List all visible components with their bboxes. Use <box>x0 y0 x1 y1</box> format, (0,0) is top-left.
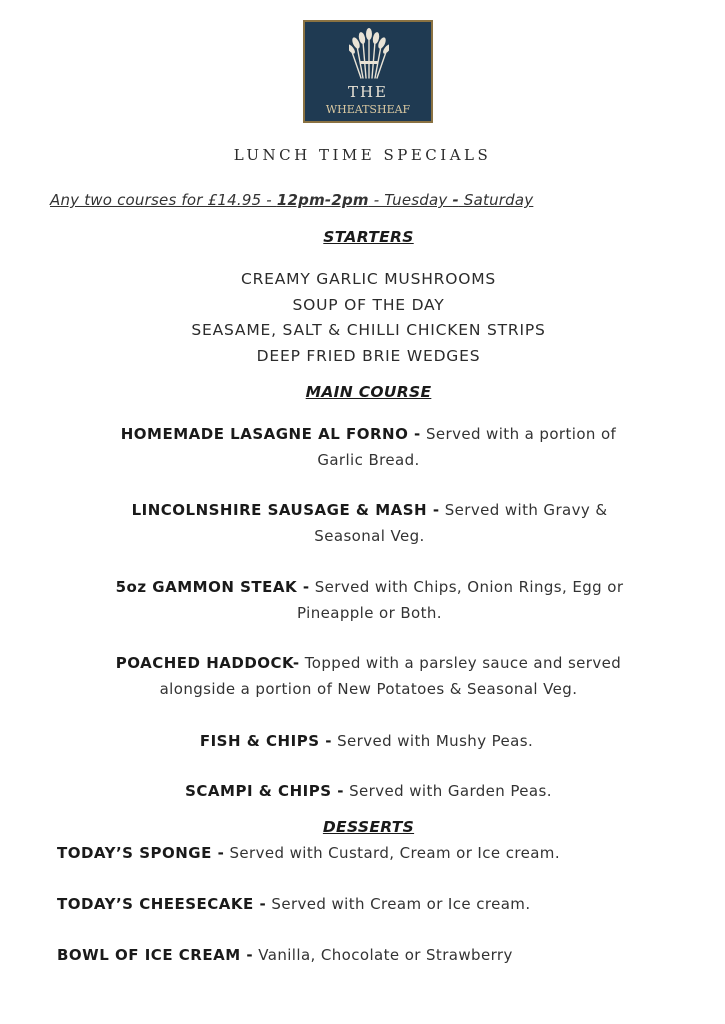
main-item-name: FISH & CHIPS - <box>199 732 332 750</box>
main-item-desc: Topped with a parsley sauce and served <box>299 654 622 672</box>
starters-title: STARTERS <box>323 228 414 246</box>
page-title: LUNCH TIME SPECIALS <box>233 146 492 164</box>
dessert-item <box>57 895 530 913</box>
main-item-scampi-chips <box>6 778 725 804</box>
offer-hours: 12pm-2pm <box>276 191 369 209</box>
main-item-sausage-mash <box>7 497 725 549</box>
dessert-item <box>57 844 560 862</box>
main-item-desc-cont: Pineapple or Both. <box>297 604 442 622</box>
starter-item: SEASAME, SALT & CHILLI CHICKEN STRIPS <box>191 321 546 339</box>
dessert-item <box>57 946 513 964</box>
logo-the: THE <box>347 83 389 101</box>
offer-days-dash: - <box>452 191 459 209</box>
desserts-title: DESSERTS <box>322 818 415 836</box>
main-item-desc-cont: Seasonal Veg. <box>314 527 425 545</box>
starter-item: SOUP OF THE DAY <box>292 296 445 314</box>
main-item-name: 5oz GAMMON STEAK - <box>115 578 310 596</box>
dessert-name: TODAY’S SPONGE - <box>57 844 225 862</box>
dessert-desc: Served with Custard, Cream or Ice cream. <box>224 844 560 862</box>
offer-days-end: Saturday <box>458 191 534 209</box>
offer-days-start: - Tuesday <box>368 191 453 209</box>
main-item-desc: Served with Chips, Onion Rings, Egg or <box>309 578 624 596</box>
starter-item: DEEP FRIED BRIE WEDGES <box>256 347 481 365</box>
main-item-desc-cont: Garlic Bread. <box>317 451 420 469</box>
main-item-desc: Served with a portion of <box>420 425 617 443</box>
dessert-desc: Vanilla, Chocolate or Strawberry <box>253 946 513 964</box>
dessert-name: BOWL OF ICE CREAM - <box>57 946 254 964</box>
main-item-lasagne <box>6 421 725 473</box>
dessert-desc: Served with Cream or Ice cream. <box>266 895 531 913</box>
main-item-desc: Served with Mushy Peas. <box>331 732 534 750</box>
offer-line <box>50 191 533 209</box>
main-item-gammon <box>7 574 725 626</box>
main-item-desc-cont: alongside a portion of New Potatoes & Seasonal Veg. <box>159 680 578 698</box>
main-item-haddock <box>6 650 725 702</box>
offer-price-text: Any two courses for £14.95 - <box>50 191 277 209</box>
main-item-fish-chips <box>4 728 725 754</box>
wheat-sheaf-icon <box>349 28 389 80</box>
dessert-name: TODAY’S CHEESECAKE - <box>57 895 267 913</box>
main-item-desc: Served with Garden Peas. <box>343 782 552 800</box>
main-item-name: LINCOLNSHIRE SAUSAGE & MASH - <box>131 501 440 519</box>
main-item-name: HOMEMADE LASAGNE AL FORNO - <box>120 425 421 443</box>
main-course-title: MAIN COURSE <box>305 383 432 401</box>
main-item-name: POACHED HADDOCK- <box>115 654 300 672</box>
wheatsheaf-logo <box>303 20 433 123</box>
main-item-desc: Served with Gravy & <box>439 501 608 519</box>
main-item-name: SCAMPI & CHIPS - <box>185 782 344 800</box>
starter-item: CREAMY GARLIC MUSHROOMS <box>240 270 497 288</box>
logo-wheatsheaf: WHEATSHEAF <box>325 103 411 116</box>
